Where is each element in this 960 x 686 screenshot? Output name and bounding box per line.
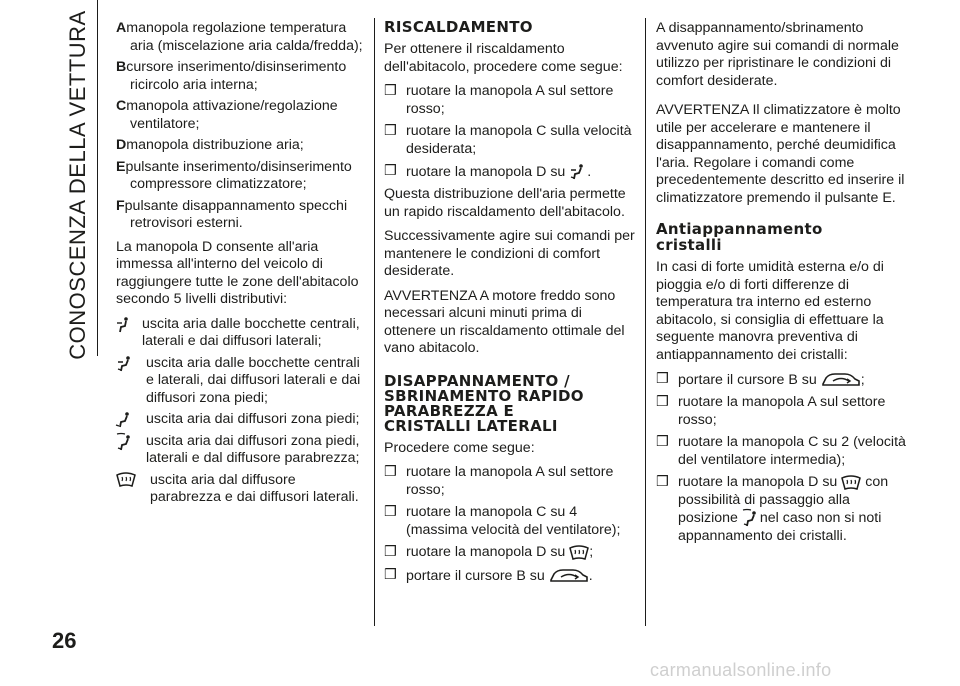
warning-paragraph: AVVERTENZA Il climatizzatore è molto utile per accelerare e mantenere il disappannamento, perché deumidifica l'aria. Regolare i comandi come precedentemente descritto ed inserire il climatizzatore premendo il pulsante E.	[656, 102, 905, 206]
column-divider	[374, 18, 375, 626]
distribution-modes	[116, 316, 364, 507]
controls-legend	[116, 20, 364, 233]
legend-text: aria (miscelazione aria calda/fredda);	[130, 37, 363, 54]
page-number: 26	[52, 628, 77, 653]
checkbox-bullet-icon: ❒	[384, 83, 397, 99]
distribution-mode-item	[116, 433, 364, 468]
intro-paragraph: La manopola D consente all'aria immessa all'interno del veicolo di raggiungere tutte le zone dell'abitacolo secondo 5 livelli distributivi:	[116, 238, 359, 307]
vent-face-feet-icon	[569, 163, 587, 181]
distribution-mode-text: uscita aria dalle bocchette centrali e laterali, dai diffusori laterali e dai diffusori zona piedi;	[146, 354, 361, 406]
list-item: ❒ portare il cursore B su .	[384, 566, 593, 584]
legend-item	[116, 198, 364, 233]
distribution-mode-text: uscita aria dalle bocchette centrali, laterali e dai diffusori laterali;	[142, 315, 360, 349]
list-item: ❒ portare il cursore B su ;	[656, 371, 865, 388]
legend-letter: D	[116, 137, 127, 153]
checkbox-bullet-icon: ❒	[384, 566, 397, 583]
watermark: carmanualsonline.info	[650, 660, 832, 680]
windshield-defrost-icon	[841, 475, 861, 491]
distribution-mode-text: uscita aria dai diffusori zona piedi;	[146, 411, 360, 427]
windshield-defrost-icon	[569, 545, 589, 561]
legend-text: ventilatore;	[130, 115, 200, 132]
column-3	[656, 20, 910, 550]
checkbox-bullet-icon: ❒	[656, 371, 669, 387]
legend-letter: B	[116, 59, 127, 75]
distribution-mode-item	[116, 472, 364, 507]
vent-face-icon	[116, 316, 132, 340]
column-1	[116, 20, 364, 511]
legend-item	[116, 20, 364, 55]
checkbox-bullet-icon: ❒	[384, 504, 397, 521]
legend-letter: A	[116, 20, 127, 36]
legend-letter: F	[116, 197, 125, 214]
list-item: ❒ ruotare la manopola A sul settore rosso;	[384, 83, 614, 117]
checkbox-bullet-icon: ❒	[384, 123, 397, 139]
list-item: ❒ ruotare la manopola C sulla velocità desiderata;	[384, 123, 632, 157]
section-side-title: CONOSCENZA DELLA VETTURA	[65, 10, 90, 360]
distribution-mode-text: uscita aria dal diffusore parabrezza e dai diffusori laterali.	[150, 471, 359, 505]
checkbox-bullet-icon: ❒	[384, 163, 397, 179]
list-item: ❒ ruotare la manopola C su 4 (massima velocità del ventilatore);	[384, 504, 621, 538]
list-item: ❒ ruotare la manopola D su ;	[384, 544, 594, 561]
legend-text: cursore inserimento/disinserimento	[126, 59, 347, 75]
list-item: ❒ ruotare la manopola C su 2 (velocità del ventilatore intermedia);	[656, 434, 906, 468]
list-item: ❒ ruotare la manopola D su con possibilità di passaggio alla posizione nel caso non si noti appannamento dei cristalli.	[656, 474, 889, 544]
body-paragraph: In casi di forte umidità esterna e/o di pioggia e/o di forti differenze di temperatura tra interno ed esterno abitacolo, si consiglia di effettuare la seguente manovra preventiva di antiappannamento dei cristalli:	[656, 259, 884, 363]
vent-feet-windshield-icon	[742, 509, 760, 527]
vent-face-feet-icon	[116, 355, 134, 379]
legend-letter: C	[116, 98, 127, 114]
list-item: ❒ ruotare la manopola D su .	[384, 163, 592, 180]
legend-text: pulsante disappannamento specchi	[124, 197, 348, 214]
recirculation-car-icon	[821, 371, 861, 389]
distribution-mode-text: uscita aria dai diffusori zona piedi, laterali e dal diffusore parabrezza;	[146, 432, 360, 466]
checkbox-bullet-icon: ❒	[384, 464, 397, 481]
heating-title: RISCALDAMENTO	[384, 18, 533, 36]
body-paragraph: A disappannamento/sbrinamento avvenuto agire sui comandi di normale utilizzo per ripristinare le condizioni di comfort desiderate.	[656, 20, 899, 89]
legend-item	[116, 137, 364, 155]
side-divider	[97, 0, 98, 356]
legend-text: manopola regolazione temperatura	[126, 20, 347, 36]
column-2	[384, 20, 636, 590]
vent-feet-icon	[116, 411, 132, 435]
legend-letter: E	[116, 158, 126, 175]
checkbox-bullet-icon: ❒	[656, 434, 669, 451]
defrost-intro: Procedere come segue:	[384, 439, 535, 456]
distribution-mode-item	[116, 355, 364, 408]
legend-text: retrovisori esterni.	[130, 215, 243, 231]
antifog-subtitle: Antiappannamento cristalli	[656, 220, 823, 254]
heating-paragraph: Questa distribuzione dell'aria permette un rapido riscaldamento dell'abitacolo.	[384, 186, 626, 220]
list-item: ❒ ruotare la manopola A sul settore rosso;	[656, 394, 886, 428]
column-divider	[645, 18, 646, 626]
distribution-mode-item	[116, 411, 364, 429]
distribution-mode-item	[116, 316, 364, 351]
heating-intro: Per ottenere il riscaldamento dell'abitacolo, procedere come segue:	[384, 41, 623, 75]
legend-text: manopola attivazione/regolazione	[126, 98, 338, 114]
checkbox-bullet-icon: ❒	[384, 544, 397, 561]
windshield-defrost-icon	[116, 472, 136, 494]
legend-item	[116, 98, 364, 133]
checkbox-bullet-icon: ❒	[656, 394, 669, 411]
legend-text: pulsante inserimento/disinserimento	[125, 158, 352, 175]
legend-text: compressore climatizzatore;	[130, 176, 307, 192]
recirculation-car-icon	[549, 567, 589, 585]
legend-item	[116, 59, 364, 94]
checkbox-bullet-icon: ❒	[656, 474, 669, 491]
vent-feet-windshield-icon	[116, 433, 134, 457]
legend-text: ricircolo aria interna;	[130, 76, 258, 93]
defrost-title: DISAPPANNAMENTO / SBRINAMENTO RAPIDO PARABREZZA E CRISTALLI LATERALI	[384, 371, 584, 435]
heating-paragraph: Successivamente agire sui comandi per mantenere le condizioni di comfort desiderate.	[384, 228, 635, 280]
legend-text: manopola distribuzione aria;	[126, 137, 304, 153]
heating-warning: AVVERTENZA A motore freddo sono necessari alcuni minuti prima di ottenere un riscaldamento ottimale del vano abitacolo.	[384, 287, 625, 357]
list-item: ❒ ruotare la manopola A sul settore rosso;	[384, 464, 614, 498]
legend-item	[116, 159, 364, 194]
